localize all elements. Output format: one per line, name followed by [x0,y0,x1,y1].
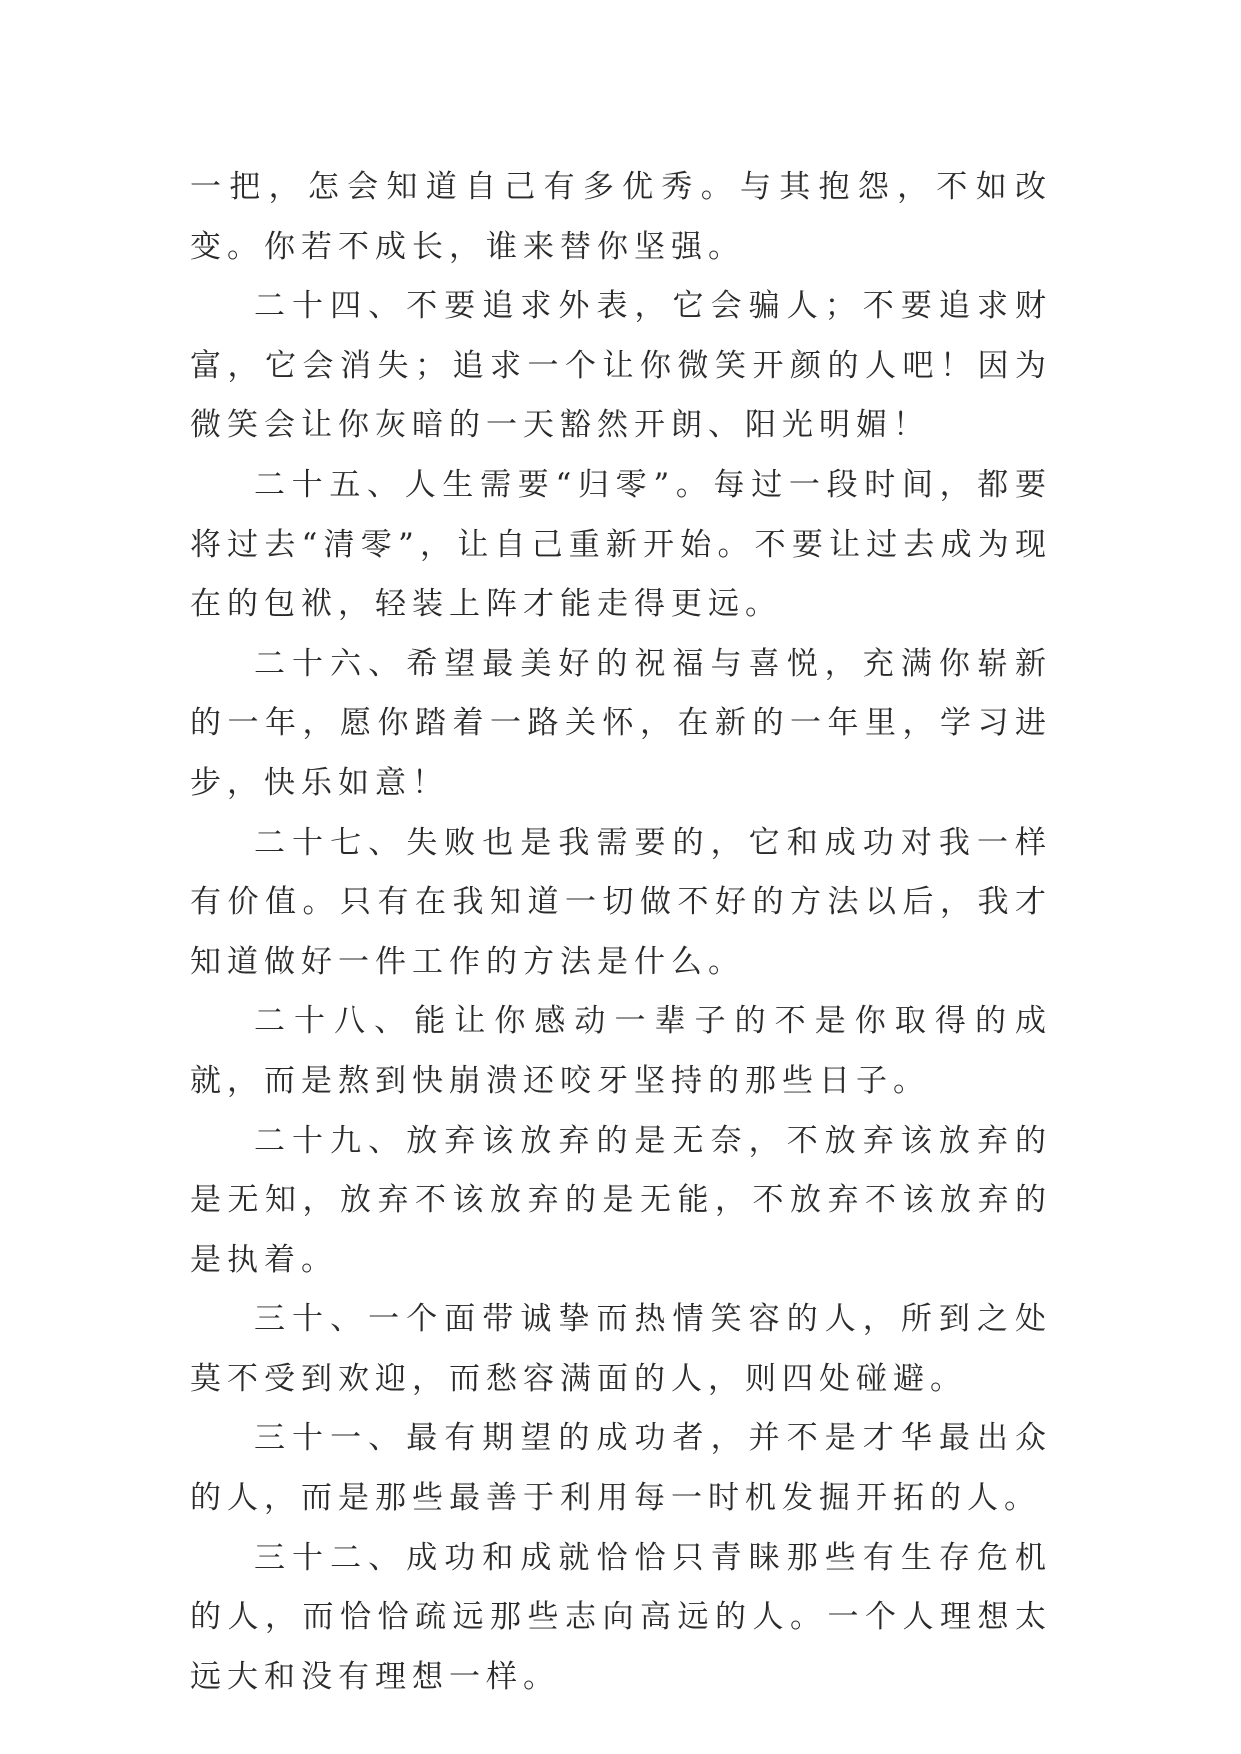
document-body [190,158,1052,1707]
paragraph-8: 三十、一个面带诚挚而热情笑容的人，所到之处莫不受到欢迎，而愁容满面的人，则四处碰避。 [190,1301,1052,1397]
paragraph-6: 二十八、能让你感动一辈子的不是你取得的成就，而是熬到快崩溃还咬牙坚持的那些日子。 [190,1003,1052,1099]
paragraph-3: 二十五、人生需要“归零”。每过一段时间，都要将过去“清零”，让自己重新开始。不要让过去成为现在的包袱，轻装上阵才能走得更远。 [190,466,1052,623]
paragraph-7: 二十九、放弃该放弃的是无奈，不放弃该放弃的是无知，放弃不该放弃的是无能，不放弃不该放弃的是执着。 [190,1122,1052,1278]
paragraph-10: 三十二、成功和成就恰恰只青睐那些有生存危机的人，而恰恰疏远那些志向高远的人。一个人理想太远大和没有理想一样。 [190,1539,1052,1695]
paragraph-9: 三十一、最有期望的成功者，并不是才华最出众的人，而是那些最善于利用每一时机发掘开拓的人。 [190,1420,1052,1517]
paragraph-5: 二十七、失败也是我需要的，它和成功对我一样有价值。只有在我知道一切做不好的方法以后，我才知道做好一件工作的方法是什么。 [190,824,1052,980]
paragraph-4: 二十六、希望最美好的祝福与喜悦，充满你崭新的一年，愿你踏着一路关怀，在新的一年里，学习进步，快乐如意！ [190,645,1052,801]
paragraph-1: 一把，怎会知道自己有多优秀。与其抱怨，不如改变。你若不成长，谁来替你坚强。 [190,169,1052,265]
paragraph-2: 二十四、不要追求外表，它会骗人；不要追求财富，它会消失；追求一个让你微笑开颜的人吧！因为微笑会让你灰暗的一天豁然开朗、阳光明媚！ [190,288,1052,444]
